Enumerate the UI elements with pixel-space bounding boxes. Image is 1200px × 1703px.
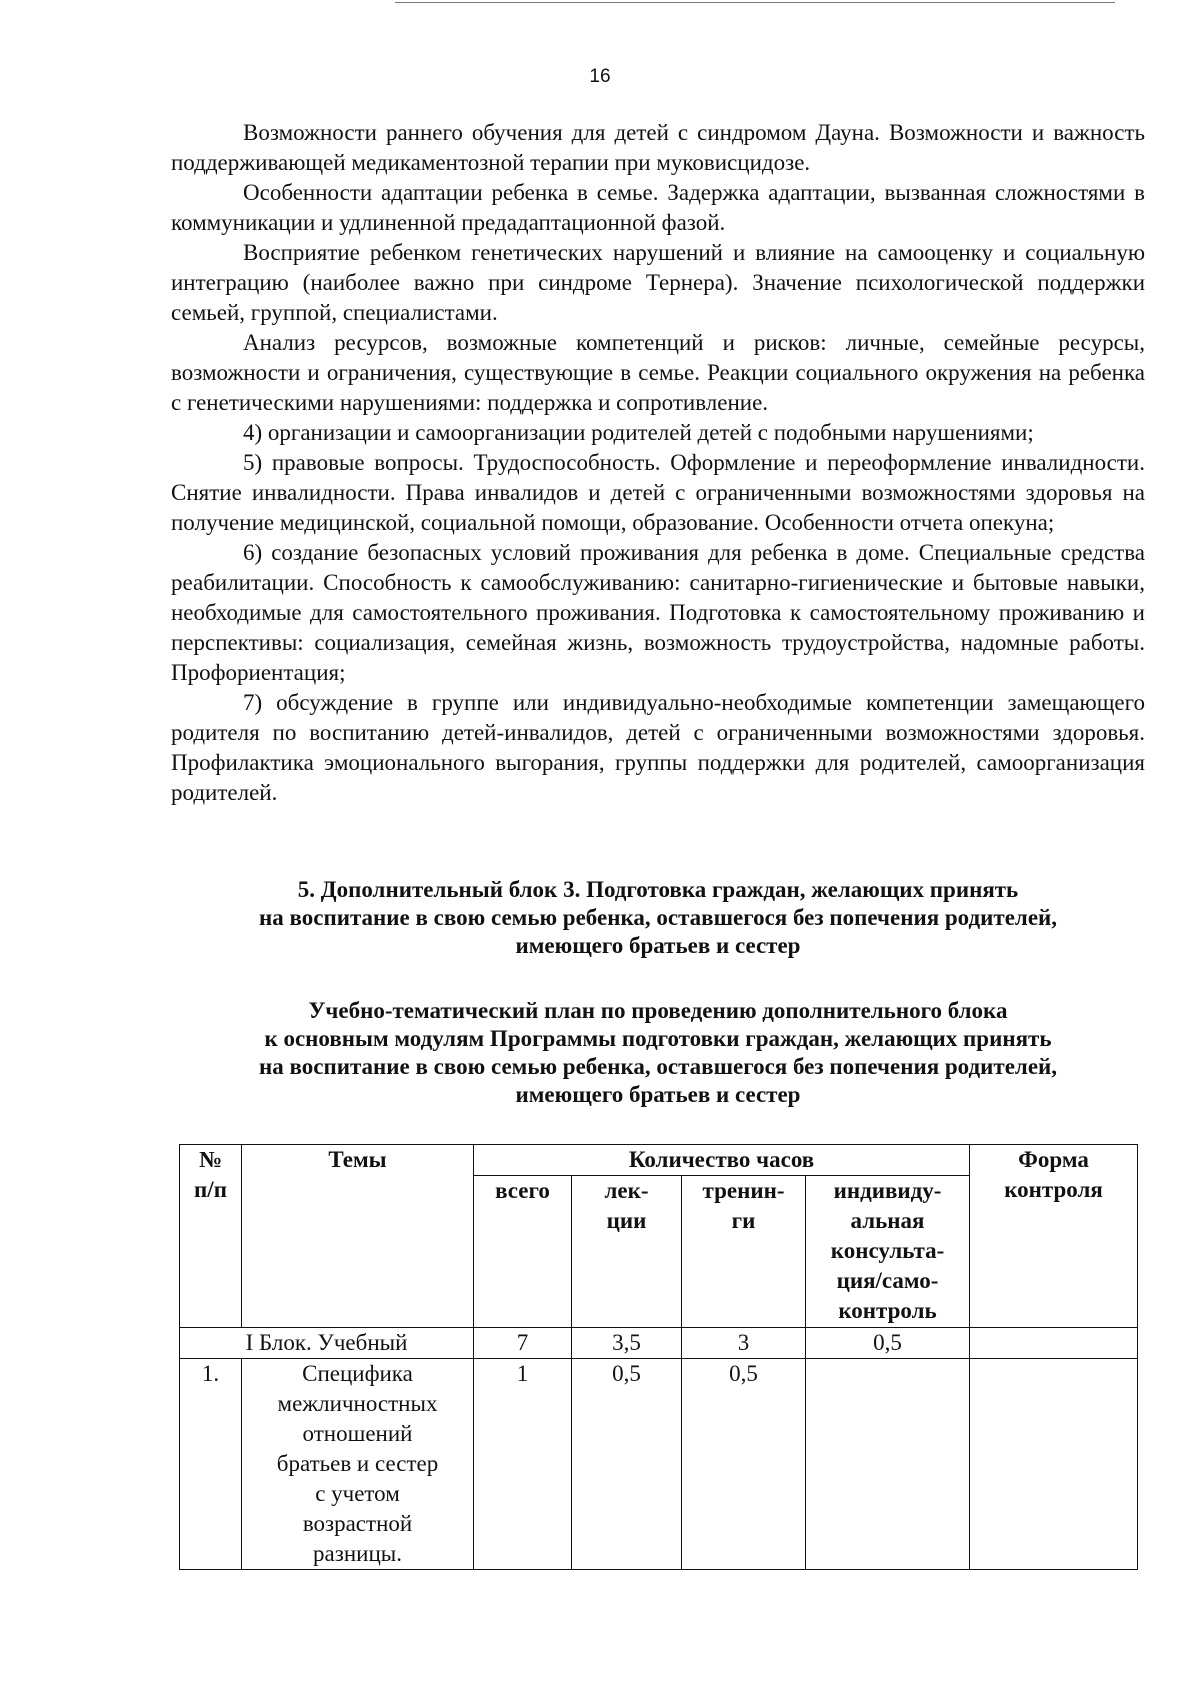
- page-number: 16: [589, 66, 611, 87]
- paragraph: 6) создание безопасных условий проживания для ребенка в доме. Специальные средства реабилитации. Способность к самообслуживанию: санитарно-гигиенические и бытовые навыки, необходимые для самостоятельного проживания. Подготовка к самостоятельному проживанию и перспективы: социализация, семейная жизнь, возможность трудоустройства, надомные работы. Профориентация;: [171, 540, 1145, 685]
- paragraph: Возможности раннего обучения для детей с синдромом Дауна. Возможности и важность поддерживающей медикаментозной терапии при муковисцидозе.: [171, 120, 1145, 175]
- row-total: 1: [474, 1359, 572, 1570]
- heading-line: на воспитание в свою семью ребенка, оставшегося без попечения родителей,: [258, 905, 1058, 930]
- header-topics: Темы: [242, 1145, 474, 1328]
- paragraph: 7) обсуждение в группе или индивидуально-необходимые компетенции замещающего родителя по воспитанию детей-инвалидов, детей с ограниченными возможностями здоровья. Профилактика эмоционального выгорания, группы поддержки для родителей, самоорганизация родителей.: [171, 690, 1145, 805]
- heading-line: на воспитание в свою семью ребенка, оставшегося без попечения родителей,: [258, 1054, 1058, 1079]
- top-rule: [395, 2, 1115, 3]
- plan-heading: [171, 997, 1145, 1109]
- row-topic: Специфика межличностных отношений братьев и сестер с учетом возрастной разницы.: [242, 1359, 474, 1570]
- heading-line: 5. Дополнительный блок 3. Подготовка граждан, желающих принять: [297, 877, 1019, 902]
- table-row: [180, 1359, 1138, 1570]
- paragraph: 4) организации и самоорганизации родителей детей с подобными нарушениями;: [243, 420, 1034, 445]
- table-block-row: [180, 1328, 1138, 1359]
- block-control: [970, 1328, 1138, 1359]
- paragraph: Особенности адаптации ребенка в семье. Задержка адаптации, вызванная сложностями в коммуникации и удлиненной предадаптационной фазой.: [171, 180, 1145, 235]
- heading-line: Учебно-тематический план по проведению дополнительного блока: [308, 998, 1008, 1023]
- block-total: 7: [474, 1328, 572, 1359]
- row-individual: [806, 1359, 970, 1570]
- study-plan-table: [179, 1144, 1138, 1570]
- heading-line: имеющего братьев и сестер: [515, 933, 801, 958]
- block-individual: 0,5: [806, 1328, 970, 1359]
- header-number: № п/п: [180, 1145, 242, 1328]
- heading-line: имеющего братьев и сестер: [515, 1082, 801, 1107]
- paragraph: Анализ ресурсов, возможные компетенций и рисков: личные, семейные ресурсы, возможности и ограничения, существующие в семье. Реакции социального окружения на ребенка с генетическими нарушениями: поддержка и сопротивление.: [171, 330, 1145, 415]
- header-control-form: Форма контроля: [970, 1145, 1138, 1328]
- section-heading: [171, 876, 1145, 960]
- body-text: [171, 118, 1145, 808]
- block-label: I Блок. Учебный: [180, 1328, 474, 1359]
- header-total: всего: [474, 1176, 572, 1328]
- row-control: [970, 1359, 1138, 1570]
- paragraph: Восприятие ребенком генетических нарушений и влияние на самооценку и социальную интеграцию (наиболее важно при синдроме Тернера). Значение психологической поддержки семьей, группой, специалистами.: [171, 240, 1145, 325]
- header-hours: Количество часов: [474, 1145, 970, 1176]
- header-lectures: лек- ции: [572, 1176, 682, 1328]
- block-lectures: 3,5: [572, 1328, 682, 1359]
- row-trainings: 0,5: [682, 1359, 806, 1570]
- header-individual: индивиду- альная консульта- ция/само- контроль: [806, 1176, 970, 1328]
- heading-line: к основным модулям Программы подготовки граждан, желающих принять: [264, 1026, 1052, 1051]
- row-number: 1.: [180, 1359, 242, 1570]
- block-trainings: 3: [682, 1328, 806, 1359]
- table-header-row: [180, 1145, 1138, 1176]
- header-trainings: тренин- ги: [682, 1176, 806, 1328]
- row-lectures: 0,5: [572, 1359, 682, 1570]
- paragraph: 5) правовые вопросы. Трудоспособность. Оформление и переоформление инвалидности. Снятие инвалидности. Права инвалидов и детей с ограниченными возможностями здоровья на получение медицинской, социальной помощи, образование. Особенности отчета опекуна;: [171, 450, 1145, 535]
